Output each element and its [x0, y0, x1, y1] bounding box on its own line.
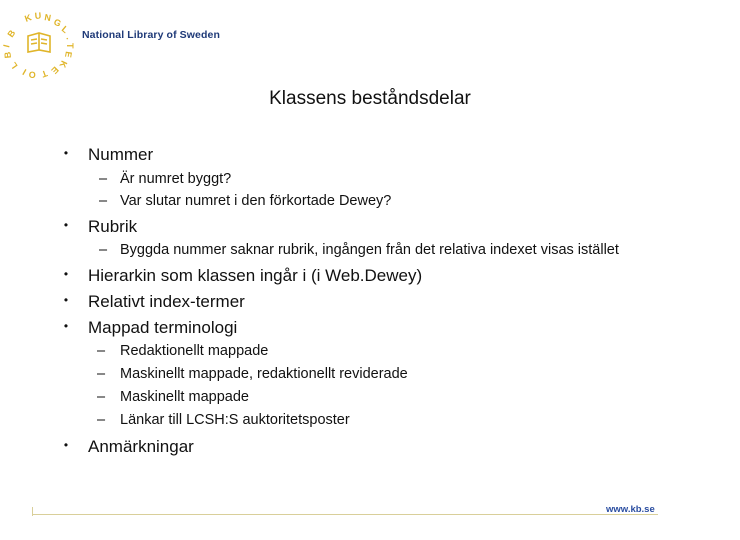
svg-text:L: L — [59, 23, 71, 36]
sub-item-text: Var slutar numret i den förkortade Dewey? — [120, 193, 392, 209]
svg-text:L: L — [8, 60, 20, 71]
svg-text:N: N — [43, 12, 52, 24]
footer-divider — [32, 514, 658, 515]
dash-marker: – — [97, 343, 106, 359]
footer-url-link[interactable]: www.kb.se — [606, 504, 655, 515]
bullet-marker: • — [63, 267, 69, 281]
sub-item-text: Länkar till LCSH:S auktoritetsposter — [120, 412, 350, 428]
svg-text:O: O — [28, 69, 37, 80]
dash-marker: – — [99, 193, 108, 209]
svg-text:I: I — [20, 67, 28, 77]
bullet-marker: • — [63, 319, 69, 333]
svg-text:.: . — [64, 33, 74, 42]
bullet-marker: • — [63, 438, 69, 452]
dash-marker: – — [97, 366, 106, 382]
bullet-text: Anmärkningar — [88, 437, 194, 456]
bullet-text: Hierarkin som klassen ingår i (i Web.Dewey) — [88, 266, 423, 285]
dash-marker: – — [97, 412, 106, 428]
svg-text:K: K — [57, 59, 70, 70]
dash-marker: – — [97, 389, 106, 405]
sub-item-text: Byggda nummer saknar rubrik, ingången från det relativa indexet visas istället — [120, 242, 619, 258]
sub-item-text: Är numret byggt? — [120, 171, 232, 187]
bullet-marker: • — [63, 146, 69, 160]
bullet-marker: • — [63, 218, 69, 232]
svg-text:T: T — [40, 68, 49, 80]
svg-text:E: E — [62, 50, 74, 59]
svg-text:E: E — [49, 64, 61, 76]
svg-text:B: B — [5, 28, 18, 40]
sub-item-text: Maskinellt mappade, redaktionellt reviderade — [120, 366, 408, 382]
logo-wordmark: National Library of Sweden — [82, 29, 220, 41]
bullet-text: Relativt index-termer — [88, 292, 245, 311]
svg-text:U: U — [34, 10, 42, 21]
svg-text:K: K — [23, 12, 33, 24]
kungl-biblioteket-seal-logo — [1, 10, 75, 80]
sub-item-text: Maskinellt mappade — [120, 389, 249, 405]
dash-marker: – — [99, 242, 108, 258]
svg-text:G: G — [52, 16, 63, 29]
svg-text:B: B — [2, 51, 13, 59]
bullet-marker: • — [63, 293, 69, 307]
bullet-text: Rubrik — [88, 217, 138, 236]
dash-marker: – — [99, 171, 108, 187]
svg-text:I: I — [1, 43, 12, 49]
bullet-text: Nummer — [88, 145, 154, 164]
svg-text:T: T — [65, 43, 75, 49]
bullet-text: Mappad terminologi — [88, 318, 238, 337]
sub-item-text: Redaktionellt mappade — [120, 343, 269, 359]
slide-title: Klassens beståndsdelar — [269, 88, 471, 109]
